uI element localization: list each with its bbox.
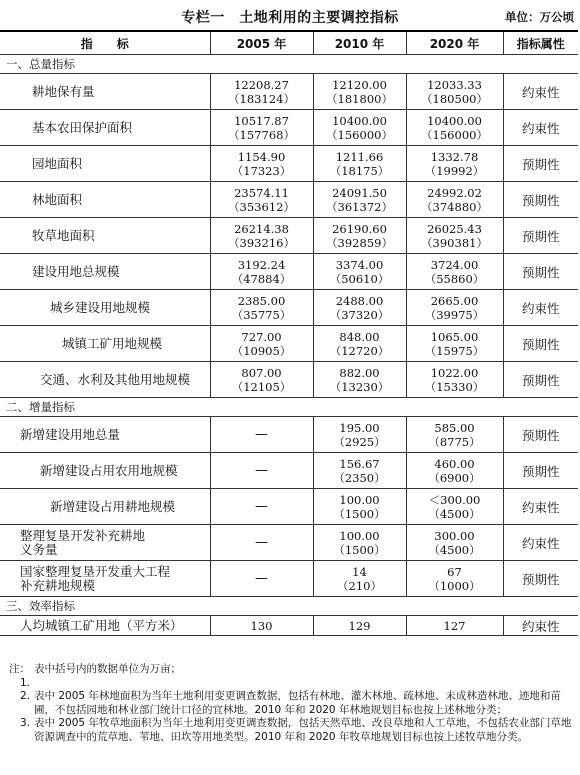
table-row bbox=[0, 182, 578, 218]
value-2005: — bbox=[210, 489, 313, 525]
indicator-name: 新增建设占用农用地规模 bbox=[0, 453, 210, 489]
section-row bbox=[0, 597, 578, 616]
value-2010: 24091.50 （361372） bbox=[313, 182, 406, 218]
indicator-attribute: 约束性 bbox=[503, 290, 578, 326]
indicator-name: 耕地保有量 bbox=[0, 74, 210, 110]
indicator-name: 牧草地面积 bbox=[0, 218, 210, 254]
section-efficiency: 三、效率指标 bbox=[0, 597, 578, 616]
value-2005: 2385.00 （35775） bbox=[210, 290, 313, 326]
header-row bbox=[0, 31, 578, 55]
indicator-name: 建设用地总规模 bbox=[0, 254, 210, 290]
note-item bbox=[4, 717, 576, 744]
value-2005: 26214.38 （393216） bbox=[210, 218, 313, 254]
indicator-name: 基本农田保护面积 bbox=[0, 110, 210, 146]
table-row bbox=[0, 146, 578, 182]
value-2005: — bbox=[210, 453, 313, 489]
value-2020: 67 （1000） bbox=[406, 561, 503, 597]
indicator-attribute: 约束性 bbox=[503, 74, 578, 110]
note-number: 3. bbox=[19, 717, 30, 730]
value-2020: 585.00 （8775） bbox=[406, 417, 503, 453]
indicator-name: 新增建设占用耕地规模 bbox=[0, 489, 210, 525]
table-row bbox=[0, 218, 578, 254]
value-2010: 156.67 （2350） bbox=[313, 453, 406, 489]
table-title: 专栏一 土地利用的主要调控指标 bbox=[181, 10, 399, 26]
value-2010: 14 （210） bbox=[313, 561, 406, 597]
section-total: 一、总量指标 bbox=[0, 55, 578, 74]
value-2020: 24992.02 （374880） bbox=[406, 182, 503, 218]
section-row bbox=[0, 398, 578, 417]
indicator-attribute: 约束性 bbox=[503, 616, 578, 636]
table-row bbox=[0, 616, 578, 636]
indicator-attribute: 预期性 bbox=[503, 254, 578, 290]
value-2010: 3374.00 （50610） bbox=[313, 254, 406, 290]
indicator-name: 城镇工矿用地规模 bbox=[0, 326, 210, 362]
value-2020: 127 bbox=[406, 616, 503, 636]
value-2020: 300.00 （4500） bbox=[406, 525, 503, 561]
table-row bbox=[0, 561, 578, 597]
value-2020: 1065.00 （15975） bbox=[406, 326, 503, 362]
value-2020: 12033.33 （180500） bbox=[406, 74, 503, 110]
value-2010: 195.00 （2925） bbox=[313, 417, 406, 453]
table-row bbox=[0, 110, 578, 146]
indicator-attribute: 预期性 bbox=[503, 417, 578, 453]
value-2005: 3192.24 （47884） bbox=[210, 254, 313, 290]
value-2010: 100.00 （1500） bbox=[313, 489, 406, 525]
note-number: 2. bbox=[19, 690, 30, 703]
indicator-attribute: 预期性 bbox=[503, 326, 578, 362]
value-2005: 23574.11 （353612） bbox=[210, 182, 313, 218]
value-2005: 807.00 （12105） bbox=[210, 362, 313, 398]
indicator-attribute: 预期性 bbox=[503, 182, 578, 218]
indicator-attribute: 预期性 bbox=[503, 218, 578, 254]
table-row bbox=[0, 362, 578, 398]
value-2020: 10400.00 （156000） bbox=[406, 110, 503, 146]
indicator-table bbox=[0, 30, 578, 636]
indicator-name: 新增建设用地总量 bbox=[0, 417, 210, 453]
table-notes bbox=[4, 663, 576, 745]
note-item bbox=[4, 663, 576, 690]
value-2020: 2665.00 （39975） bbox=[406, 290, 503, 326]
indicator-attribute: 约束性 bbox=[503, 525, 578, 561]
value-2010: 882.00 （13230） bbox=[313, 362, 406, 398]
unit-label: 单位：万公顷 bbox=[505, 10, 574, 24]
value-2020: 1022.00 （15330） bbox=[406, 362, 503, 398]
header-indicator: 指 标 bbox=[0, 31, 210, 55]
indicator-name: 交通、水利及其他用地规模 bbox=[0, 362, 210, 398]
value-2005: — bbox=[210, 561, 313, 597]
header-2005: 2005 年 bbox=[210, 31, 313, 55]
note-text: 表中 2005 年林地面积为当年土地利用变更调查数据，包括有林地、灌木林地、疏林地、未成林造林地、迹地和苗圃，不包括园地和林业部门统计口径的宜林地。2010 年和 2020 年林地规划目标也按上述林地分类； bbox=[34, 690, 561, 716]
value-2005: 130 bbox=[210, 616, 313, 636]
indicator-attribute: 预期性 bbox=[503, 453, 578, 489]
header-attribute: 指标属性 bbox=[503, 31, 578, 55]
table-row bbox=[0, 326, 578, 362]
value-2010: 12120.00 （181800） bbox=[313, 74, 406, 110]
indicator-name: 园地面积 bbox=[0, 146, 210, 182]
value-2010: 2488.00 （37320） bbox=[313, 290, 406, 326]
value-2010: 100.00 （1500） bbox=[313, 525, 406, 561]
table-row bbox=[0, 290, 578, 326]
indicator-attribute: 预期性 bbox=[503, 561, 578, 597]
value-2010: 26190.60 （392859） bbox=[313, 218, 406, 254]
table-row bbox=[0, 74, 578, 110]
table-row bbox=[0, 525, 578, 561]
table-row bbox=[0, 417, 578, 453]
value-2005: 727.00 （10905） bbox=[210, 326, 313, 362]
value-2020: 3724.00 （55860） bbox=[406, 254, 503, 290]
section-row bbox=[0, 55, 578, 74]
indicator-attribute: 约束性 bbox=[503, 489, 578, 525]
table-row bbox=[0, 254, 578, 290]
value-2010: 1211.66 （18175） bbox=[313, 146, 406, 182]
value-2020: 460.00 （6900） bbox=[406, 453, 503, 489]
header-2020: 2020 年 bbox=[406, 31, 503, 55]
table-row bbox=[0, 453, 578, 489]
section-increment: 二、增量指标 bbox=[0, 398, 578, 417]
value-2005: 10517.87 （157768） bbox=[210, 110, 313, 146]
value-2005: — bbox=[210, 417, 313, 453]
table-row bbox=[0, 489, 578, 525]
value-2020: 1332.78 （19992） bbox=[406, 146, 503, 182]
value-2005: 1154.90 （17323） bbox=[210, 146, 313, 182]
notes-label: 注：1. bbox=[9, 663, 30, 689]
indicator-name: 人均城镇工矿用地（平方米） bbox=[0, 616, 210, 636]
value-2005: 12208.27 （183124） bbox=[210, 74, 313, 110]
value-2010: 129 bbox=[313, 616, 406, 636]
value-2020: 26025.43 （390381） bbox=[406, 218, 503, 254]
note-item bbox=[4, 690, 576, 717]
indicator-attribute: 约束性 bbox=[503, 110, 578, 146]
indicator-name: 整理复垦开发补充耕地 义务量 bbox=[0, 525, 210, 561]
header-2010: 2010 年 bbox=[313, 31, 406, 55]
title-bar bbox=[0, 0, 580, 30]
note-text: 表中括号内的数据单位为万亩； bbox=[34, 663, 181, 675]
note-text: 表中 2005 年牧草地面积为当年土地利用变更调查数据，包括天然草地、改良草地和人工草地，不包括农业部门草地资源调查中的荒草地、苇地、田坎等用地类型。2010 年和 2020 年牧草地规划目标也按上述牧草地分类。 bbox=[34, 717, 572, 743]
indicator-name: 城乡建设用地规模 bbox=[0, 290, 210, 326]
value-2005: — bbox=[210, 525, 313, 561]
value-2020: ＜300.00 （4500） bbox=[406, 489, 503, 525]
indicator-name: 林地面积 bbox=[0, 182, 210, 218]
indicator-name: 国家整理复垦开发重大工程 补充耕地规模 bbox=[0, 561, 210, 597]
indicator-attribute: 预期性 bbox=[503, 146, 578, 182]
indicator-attribute: 预期性 bbox=[503, 362, 578, 398]
value-2010: 848.00 （12720） bbox=[313, 326, 406, 362]
value-2010: 10400.00 （156000） bbox=[313, 110, 406, 146]
